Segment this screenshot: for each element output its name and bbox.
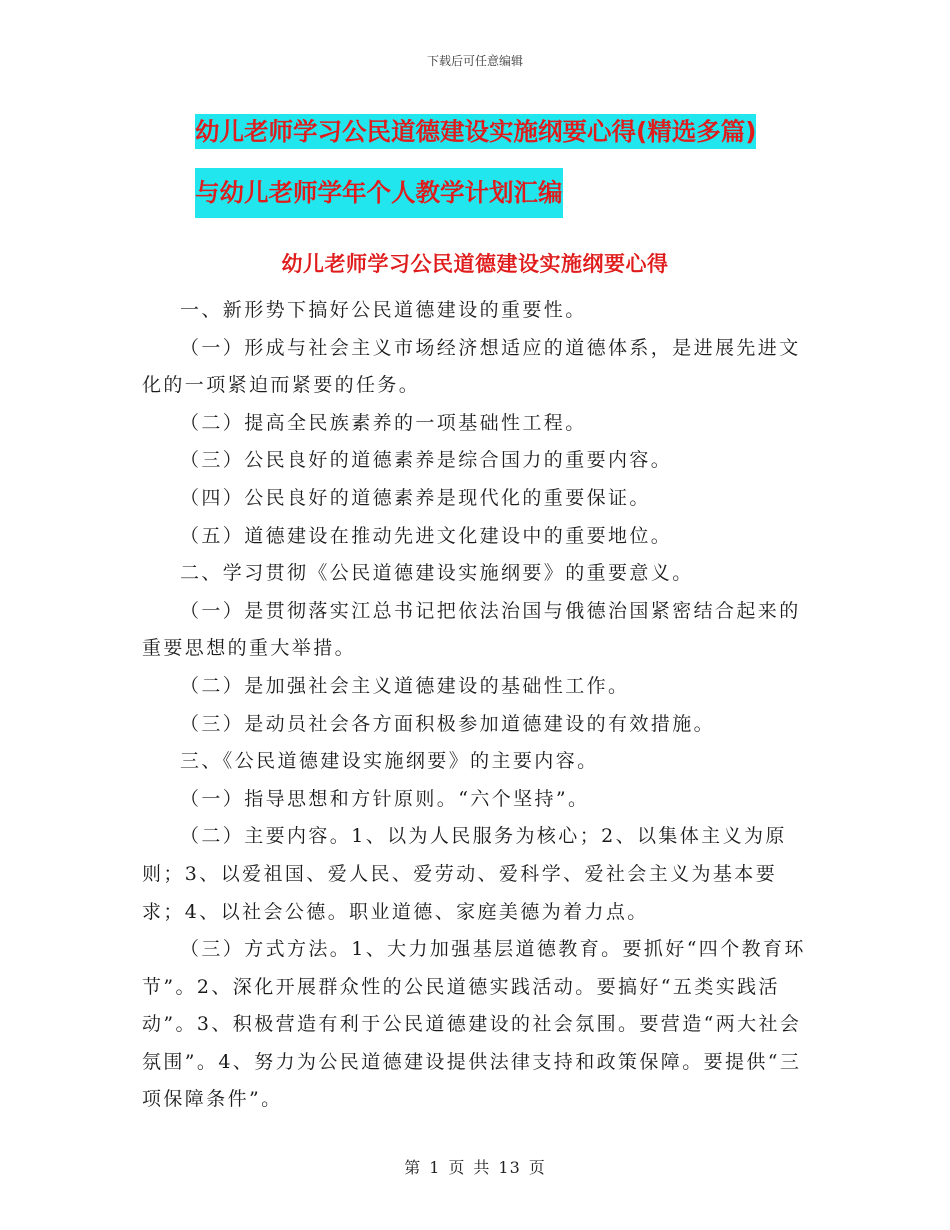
title-line-2: 与幼儿老师学年个人教学计划汇编	[195, 168, 563, 218]
header-note: 下载后可任意编辑	[426, 54, 523, 68]
paragraph: （一）指导思想和方针原则。“六个坚持”。	[180, 787, 590, 810]
footer-total-pages: 13	[498, 1158, 521, 1177]
paragraph: 一、新形势下搞好公民道德建设的重要性。	[180, 299, 587, 321]
paragraph: （二）提高全民族素养的一项基础性工程。	[180, 411, 587, 434]
paragraph: 二、学习贯彻《公民道德建设实施纲要》的重要意义。	[180, 562, 694, 585]
body-text	[142, 292, 814, 1119]
footer-total-prefix: 共	[473, 1158, 491, 1177]
footer-page-number: 1	[429, 1158, 441, 1177]
footer-page-label: 页	[448, 1158, 466, 1177]
footer-total-label: 页	[528, 1158, 546, 1177]
document-title	[195, 110, 815, 218]
page-footer	[0, 1155, 950, 1178]
title-line-1: 幼儿老师学习公民道德建设实施纲要心得(精选多篇)	[195, 114, 756, 149]
paragraph: 三、《公民道德建设实施纲要》的主要内容。	[180, 750, 599, 773]
paragraph: （一）是贯彻落实江总书记把依法治国与俄德治国紧密结合起来的重要思想的重大举措。	[142, 599, 801, 660]
paragraph: （一）形成与社会主义市场经济想适应的道德体系，是进展先进文化的一项紧迫而紧要的任务。	[142, 336, 801, 397]
paragraph: （二）主要内容。1、以为人民服务为核心；2、以集体主义为原则；3、以爱祖国、爱人民、爱劳动、爱科学、爱社会主义为基本要求；4、以社会公德。职业道德、家庭美德为着力点。	[142, 825, 787, 923]
paragraph: （五）道德建设在推动先进文化建设中的重要地位。	[180, 524, 673, 547]
paragraph: （三）公民良好的道德素养是综合国力的重要内容。	[180, 449, 673, 472]
footer-prefix: 第	[404, 1158, 422, 1177]
paragraph: （三）是动员社会各方面积极参加道德建设的有效措施。	[180, 712, 716, 735]
paragraph: （三）方式方法。1、大力加强基层道德教育。要抓好“四个教育环节”。2、深化开展群众性的公民道德实践活动。要搞好“五类实践活动”。3、积极营造有利于公民道德建设的社会氛围。要营造“两大社会氛围”。4、努力为公民道德建设提供法律支持和政策保障。要提供“三项保障条件”。	[142, 938, 806, 1111]
paragraph: （二）是加强社会主义道德建设的基础性工作。	[180, 674, 630, 697]
section-title: 幼儿老师学习公民道德建设实施纲要心得	[281, 252, 669, 276]
paragraph: （四）公民良好的道德素养是现代化的重要保证。	[180, 486, 651, 509]
